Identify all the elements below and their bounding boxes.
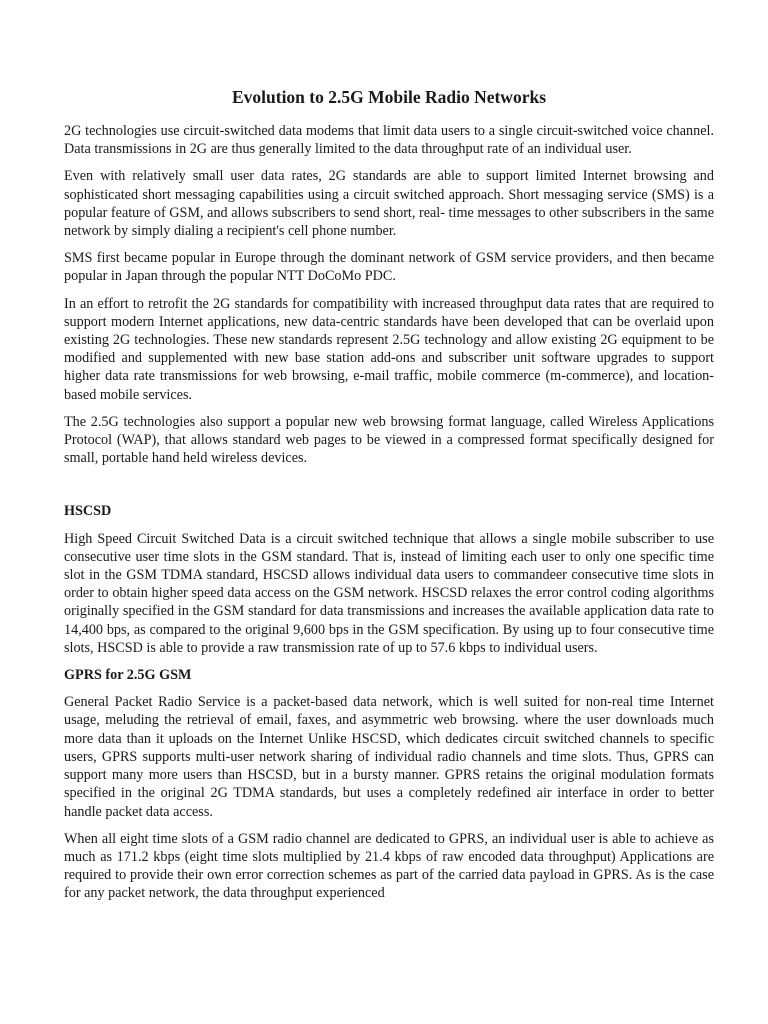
intro-paragraph-1: 2G technologies use circuit-switched data modems that limit data users to a single circuit-switched voice channel. Data transmissions in 2G are thus generally limited to the data throughput rate of an individual user. bbox=[64, 123, 714, 158]
intro-paragraph-2: Even with relatively small user data rates, 2G standards are able to support limited Internet browsing and sophisticated short messaging capabilities using a circuit switched approach. Short messaging service (SMS) is a popular feature of GSM, and allows subscribers to send short, real- time messages to other subscribers in the same network by simply dialing a recipient's cell phone number. bbox=[64, 168, 714, 240]
intro-paragraph-4: In an effort to retrofit the 2G standards for compatibility with increased throughput data rates that are required to support modern Internet applications, new data-centric standards have been developed that can be overlaid upon existing 2G technologies. These new standards represent 2.5G technology and allow existing 2G equipment to be modified and supplemented with new base station add-ons and subscriber unit software upgrades to support higher data rate transmissions for web browsing, e-mail traffic, mobile commerce (m-commerce), and location-based mobile services. bbox=[64, 295, 714, 403]
hscsd-paragraph-1: High Speed Circuit Switched Data is a circuit switched technique that allows a single mobile subscriber to use consecutive user time slots in the GSM standard. That is, instead of limiting each user to only one specific time slot in the GSM TDMA standard, HSCSD allows individual data users to commandeer consecutive time slots in order to obtain higher speed data access on the GSM network. HSCSD relaxes the error control coding algorithms originally specified in the GSM standard for data transmissions and increases the available application data rate to 14,400 bps, as compared to the original 9,600 bps in the GSM specification. By using up to four consecutive time slots, HSCSD is able to provide a raw transmission rate of up to 57.6 kbps to individual users. bbox=[64, 530, 714, 656]
document-body bbox=[64, 86, 714, 912]
section-heading-gprs: GPRS for 2.5G GSM bbox=[64, 667, 192, 684]
intro-paragraph-3: SMS first became popular in Europe through the dominant network of GSM service providers, and then became popular in Japan through the popular NTT DoCoMo PDC. bbox=[64, 250, 714, 285]
section-gap bbox=[64, 476, 714, 502]
section-heading-hscsd: HSCSD bbox=[64, 503, 112, 520]
intro-paragraph-5: The 2.5G technologies also support a popular new web browsing format language, called Wireless Applications Protocol (WAP), that allows standard web pages to be viewed in a compressed format specifically designed for small, portable hand held wireless devices. bbox=[64, 413, 714, 467]
document-title: Evolution to 2.5G Mobile Radio Networks bbox=[231, 87, 547, 107]
gprs-paragraph-1: General Packet Radio Service is a packet-based data network, which is well suited for non-real time Internet usage, meluding the retrieval of email, faxes, and asymmetric web browsing. where the user downloads much more data than it uploads on the Internet Unlike HSCSD, which dedicates circuit switched channels to specific users, GPRS supports multi-user network sharing of individual radio channels and time slots. Thus, GPRS can support many more users than HSCSD, but in a bursty manner. GPRS retains the original modulation formats specified in the original 2G TDMA standards, but uses a completely redefined air interface in order to better handle packet data access. bbox=[64, 694, 714, 820]
gprs-paragraph-2: When all eight time slots of a GSM radio channel are dedicated to GPRS, an individual user is able to achieve as much as 171.2 kbps (eight time slots multiplied by 21.4 kbps of raw encoded data throughput) Applications are required to provide their own error correction schemes as part of the carried data payload in GPRS. As is the case for any packet network, the data throughput experienced bbox=[64, 830, 714, 902]
